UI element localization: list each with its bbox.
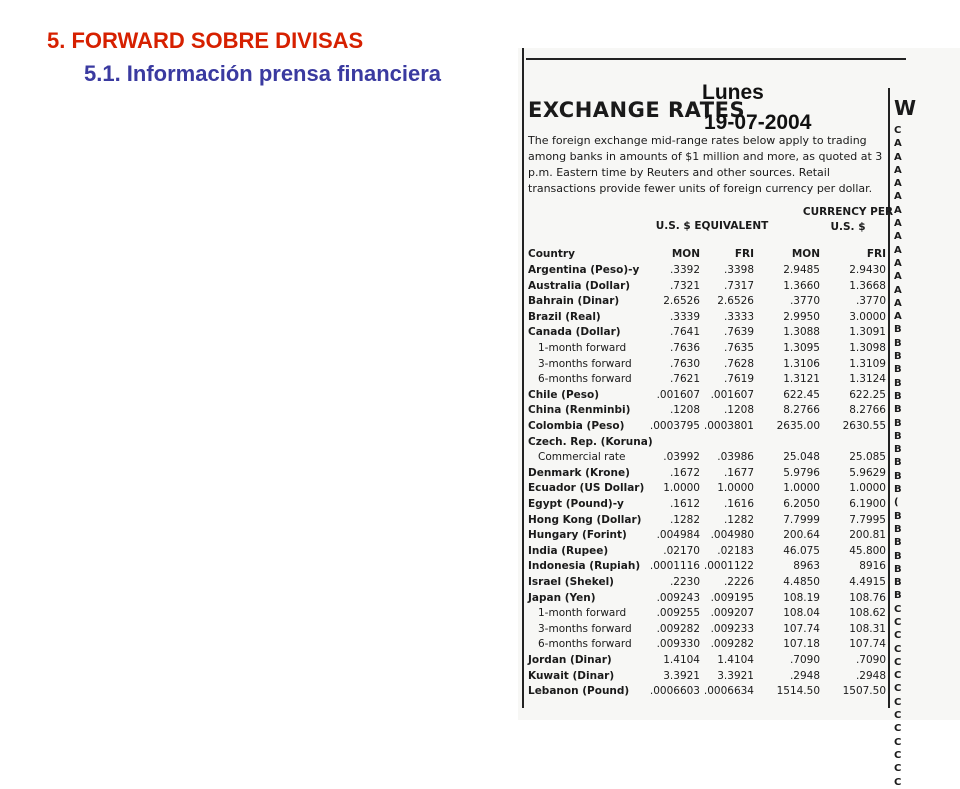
table-row: [528, 545, 888, 560]
strip-letter: C: [894, 763, 902, 775]
rate-cell: 1.3095: [783, 342, 820, 354]
rate-cell: .7636: [669, 342, 700, 354]
strip-letter: B: [894, 523, 902, 535]
rate-cell: 1.3106: [783, 357, 820, 370]
next-column-strip: [894, 96, 917, 789]
next-column-letters: [894, 124, 914, 789]
rate-cell: .0001122: [703, 560, 754, 573]
rate-cell: .3333: [723, 310, 754, 323]
strip-letter: B: [894, 444, 902, 456]
country-cell: 6-months forward: [538, 638, 632, 651]
col-country: Country: [528, 248, 575, 260]
rate-cell: 1.3124: [849, 373, 886, 386]
country-cell: Japan (Yen): [528, 591, 596, 604]
strip-letter: A: [894, 191, 902, 203]
table-row: [528, 623, 888, 638]
table-row: [528, 420, 888, 435]
rate-cell: .7621: [669, 373, 700, 386]
table-row: [528, 451, 888, 466]
table-row: [528, 342, 888, 357]
rate-cell: 1.3088: [783, 326, 820, 339]
strip-letter: A: [894, 204, 902, 216]
strip-letter: B: [894, 484, 902, 496]
strip-letter: B: [894, 457, 902, 469]
table-row: [528, 295, 888, 310]
rate-cell: 622.25: [849, 388, 886, 401]
table-row: [528, 654, 888, 669]
table-row: [528, 670, 888, 685]
rate-cell: 1.0000: [849, 482, 886, 495]
strip-letter: B: [894, 563, 902, 575]
rate-cell: .7641: [669, 326, 700, 339]
table-row: [528, 326, 888, 341]
rate-cell: 1.0000: [717, 482, 754, 495]
country-cell: Israel (Shekel): [528, 576, 614, 588]
country-cell: Egypt (Pound)-y: [528, 498, 624, 510]
rate-cell: .001607: [656, 388, 700, 401]
rate-cell: 46.075: [783, 544, 820, 557]
rate-cell: .7090: [789, 654, 820, 666]
rate-cell: .009282: [656, 622, 700, 635]
rate-cell: 1.3121: [783, 373, 820, 386]
table-header-row: [528, 248, 888, 263]
rate-cell: 1514.50: [776, 685, 820, 698]
strip-letter: C: [894, 616, 902, 628]
strip-letter: B: [894, 430, 902, 442]
rate-cell: 108.19: [783, 591, 820, 604]
rate-cell: .1672: [669, 466, 700, 479]
table-row: [528, 498, 888, 513]
table-row: [528, 404, 888, 419]
rate-cell: 8963: [793, 560, 820, 573]
strip-letter: C: [894, 670, 902, 682]
rate-cell: 8916: [859, 560, 886, 573]
rate-cell: 108.31: [849, 622, 886, 635]
rate-cell: .004984: [656, 529, 700, 542]
group-header-usd: U.S. $ EQUIVALENT: [655, 220, 769, 232]
rate-cell: .1612: [669, 498, 700, 510]
intro-paragraph: The foreign exchange mid-range rates below apply to trading among banks in amounts of $1 million and more, as quoted at 3 p.m. Eastern time by Reuters and other sources. Retail transactions provide fewer units of foreign currency per dollar.: [528, 134, 883, 195]
rate-cell: .02170: [663, 544, 700, 557]
strip-letter: B: [894, 364, 902, 376]
strip-letter: C: [894, 643, 902, 655]
table-row: [528, 389, 888, 404]
strip-letter: B: [894, 550, 902, 562]
table-row: [528, 311, 888, 326]
rate-cell: .3392: [669, 264, 700, 276]
rate-cell: 1.4104: [663, 654, 700, 666]
strip-letter: A: [894, 231, 902, 243]
strip-letter: A: [894, 218, 902, 230]
strip-letter: A: [894, 138, 902, 150]
rate-cell: .1208: [723, 404, 754, 417]
strip-letter: A: [894, 271, 902, 283]
rate-cell: 622.45: [783, 388, 820, 401]
table-row: [528, 467, 888, 482]
rate-cell: .2948: [855, 669, 886, 682]
country-cell: Commercial rate: [538, 451, 626, 464]
clipping-left-rule: [522, 48, 524, 708]
table-row: [528, 576, 888, 591]
rate-cell: .009195: [710, 591, 754, 604]
rate-cell: .0006634: [703, 685, 754, 698]
country-cell: Hong Kong (Dollar): [528, 513, 642, 526]
strip-letter: B: [894, 377, 902, 389]
rate-cell: 2635.00: [776, 420, 820, 432]
rate-cell: .7639: [723, 326, 754, 339]
rate-cell: .7619: [723, 373, 754, 386]
rate-cell: 107.74: [849, 638, 886, 651]
country-cell: 1-month forward: [538, 342, 627, 354]
rate-cell: 108.62: [849, 607, 886, 620]
country-cell: Bahrain (Dinar): [528, 295, 620, 308]
strip-letter: B: [894, 470, 902, 482]
rate-cell: .03986: [717, 451, 754, 464]
rate-cell: .009243: [656, 591, 700, 604]
rate-cell: 108.04: [783, 607, 820, 620]
rate-cell: 108.76: [849, 591, 886, 604]
rate-cell: 3.3921: [663, 669, 700, 682]
strip-letter: C: [894, 656, 902, 668]
rate-cell: .3398: [723, 264, 754, 276]
group-header-currency: CURRENCY PER U.S. $: [802, 206, 894, 233]
table-row: [528, 607, 888, 622]
rate-cell: 2630.55: [842, 420, 886, 432]
rate-cell: .001607: [710, 388, 754, 401]
clipping-top-rule: [526, 58, 906, 60]
rate-cell: 1.3668: [849, 279, 886, 292]
strip-letter: B: [894, 510, 902, 522]
rate-cell: .009282: [710, 638, 754, 651]
rate-cell: .009207: [710, 607, 754, 620]
rate-cell: .2230: [669, 576, 700, 588]
rate-cell: 6.1900: [849, 498, 886, 510]
rate-cell: 8.2766: [783, 404, 820, 417]
rate-cell: .1282: [669, 513, 700, 526]
country-cell: 1-month forward: [538, 607, 627, 620]
rate-cell: 25.048: [783, 451, 820, 464]
strip-letter: C: [894, 683, 902, 695]
rate-cell: .1677: [723, 466, 754, 479]
strip-letter: A: [894, 164, 902, 176]
rate-cell: 8.2766: [849, 404, 886, 417]
strip-letter: A: [894, 284, 902, 296]
rate-cell: .0006603: [649, 685, 700, 698]
rate-cell: 107.74: [783, 622, 820, 635]
rate-cell: .0001116: [649, 560, 700, 573]
rate-cell: 1.3098: [849, 342, 886, 354]
country-cell: Colombia (Peso): [528, 420, 625, 432]
country-cell: 3-months forward: [538, 357, 632, 370]
country-cell: Canada (Dollar): [528, 326, 621, 339]
rate-cell: .3339: [669, 310, 700, 323]
table-row: [528, 373, 888, 388]
strip-letter: A: [894, 151, 902, 163]
rate-cell: 1.3109: [849, 357, 886, 370]
country-cell: Denmark (Krone): [528, 466, 630, 479]
rate-cell: 2.9950: [783, 310, 820, 323]
col-cur-mon: MON: [791, 248, 820, 260]
country-cell: China (Renminbi): [528, 404, 631, 417]
strip-letter: C: [894, 696, 902, 708]
rate-cell: 107.18: [783, 638, 820, 651]
rate-cell: 25.085: [849, 451, 886, 464]
rate-cell: .2948: [789, 669, 820, 682]
slide-subtitle: 5.1. Información prensa financiera: [84, 61, 442, 86]
rate-cell: 1.0000: [663, 482, 700, 495]
table-row: [528, 514, 888, 529]
rate-cell: 2.9485: [783, 264, 820, 276]
strip-letter: B: [894, 324, 902, 336]
rate-cell: 2.6526: [717, 295, 754, 308]
rate-cell: .7317: [723, 279, 754, 292]
rate-cell: 1507.50: [842, 685, 886, 698]
slide-title: 5. FORWARD SOBRE DIVISAS: [47, 28, 364, 53]
col-usd-fri: FRI: [734, 248, 754, 260]
rate-cell: .7628: [723, 357, 754, 370]
strip-letter: A: [894, 257, 902, 269]
rate-cell: 1.3660: [783, 279, 820, 292]
strip-letter: B: [894, 590, 902, 602]
rate-cell: 4.4850: [783, 576, 820, 588]
rate-cell: .3770: [855, 295, 886, 308]
country-cell: Australia (Dollar): [528, 279, 631, 292]
country-cell: Brazil (Real): [528, 310, 601, 323]
date-value: 19-07-2004: [704, 111, 812, 134]
country-cell: Ecuador (US Dollar): [528, 482, 645, 495]
country-cell: Kuwait (Dinar): [528, 669, 615, 682]
rate-cell: 4.4915: [849, 576, 886, 588]
rate-cell: 200.81: [849, 529, 886, 542]
table-row: [528, 280, 888, 295]
rate-cell: 3.0000: [849, 310, 886, 323]
rate-cell: .7090: [855, 654, 886, 666]
rate-cell: .7635: [723, 342, 754, 354]
rate-cell: .7321: [669, 279, 700, 292]
strip-letter: A: [894, 311, 902, 323]
table-row: [528, 560, 888, 575]
next-column-heading: W: [894, 96, 917, 120]
rate-cell: 5.9629: [849, 466, 886, 479]
rate-cell: 2.9430: [849, 264, 886, 276]
rate-cell: .02183: [717, 544, 754, 557]
strip-letter: C: [894, 736, 902, 748]
rate-cell: 6.2050: [783, 498, 820, 510]
col-usd-mon: MON: [671, 248, 700, 260]
strip-letter: B: [894, 577, 902, 589]
table-row: [528, 264, 888, 279]
country-cell: Argentina (Peso)-y: [528, 264, 640, 276]
rate-cell: .7630: [669, 357, 700, 370]
strip-letter: B: [894, 351, 902, 363]
table-row: [528, 482, 888, 497]
strip-letter: C: [894, 710, 902, 722]
strip-letter: A: [894, 178, 902, 190]
country-cell: 3-months forward: [538, 622, 632, 635]
strip-letter: B: [894, 404, 902, 416]
strip-letter: B: [894, 337, 902, 349]
strip-letter: C: [894, 630, 902, 642]
country-cell: Lebanon (Pound): [528, 685, 630, 698]
rate-cell: 200.64: [783, 529, 820, 542]
rate-cell: .2226: [723, 576, 754, 588]
strip-letter: C: [894, 723, 902, 735]
country-cell: Hungary (Forint): [528, 529, 627, 542]
date-overlay: [702, 78, 811, 138]
newspaper-clipping: [518, 48, 960, 788]
table-row: [528, 436, 888, 451]
rate-cell: 5.9796: [783, 466, 820, 479]
rate-cell: .1208: [669, 404, 700, 417]
col-cur-fri: FRI: [866, 248, 886, 260]
country-cell: Czech. Rep. (Koruna): [528, 435, 653, 448]
rate-cell: 3.3921: [717, 669, 754, 682]
rate-cell: .1282: [723, 513, 754, 526]
strip-letter: A: [894, 297, 902, 309]
rate-cell: .009330: [656, 638, 700, 651]
table-row: [528, 529, 888, 544]
rate-cell: .009233: [710, 622, 754, 635]
rate-cell: 2.6526: [663, 295, 700, 308]
rate-cell: .004980: [710, 529, 754, 542]
table-row: [528, 638, 888, 653]
strip-letter: C: [894, 125, 902, 136]
table-row: [528, 358, 888, 373]
strip-letter: B: [894, 537, 902, 549]
table-row: [528, 592, 888, 607]
strip-letter: C: [894, 749, 902, 761]
country-cell: India (Rupee): [528, 544, 609, 557]
rate-cell: 7.7999: [783, 513, 820, 526]
strip-letter: B: [894, 417, 902, 429]
rate-cell: .0003795: [649, 420, 700, 432]
exchange-rates-heading: EXCHANGE RATES: [528, 98, 746, 122]
strip-letter: C: [894, 776, 902, 788]
rate-cell: .009255: [656, 607, 700, 620]
rate-cell: .03992: [663, 451, 700, 464]
rate-cell: .1616: [723, 498, 754, 510]
country-cell: Chile (Peso): [528, 388, 600, 401]
country-cell: Indonesia (Rupiah): [528, 560, 641, 573]
country-cell: Jordan (Dinar): [528, 654, 612, 666]
rate-cell: 7.7995: [849, 513, 886, 526]
strip-letter: C: [894, 603, 902, 615]
strip-letter: (: [894, 497, 899, 509]
rate-cell: .3770: [789, 295, 820, 308]
rate-cell: 45.800: [849, 544, 886, 557]
strip-letter: B: [894, 390, 902, 402]
rate-cell: 1.0000: [783, 482, 820, 495]
rate-cell: 1.4104: [717, 654, 754, 666]
rate-cell: 1.3091: [849, 326, 886, 339]
strip-letter: A: [894, 244, 902, 256]
rate-cell: .0003801: [703, 420, 754, 432]
clipping-column-rule: [888, 88, 890, 708]
table-row: [528, 685, 888, 700]
country-cell: 6-months forward: [538, 373, 632, 386]
date-weekday: Lunes: [702, 81, 764, 104]
